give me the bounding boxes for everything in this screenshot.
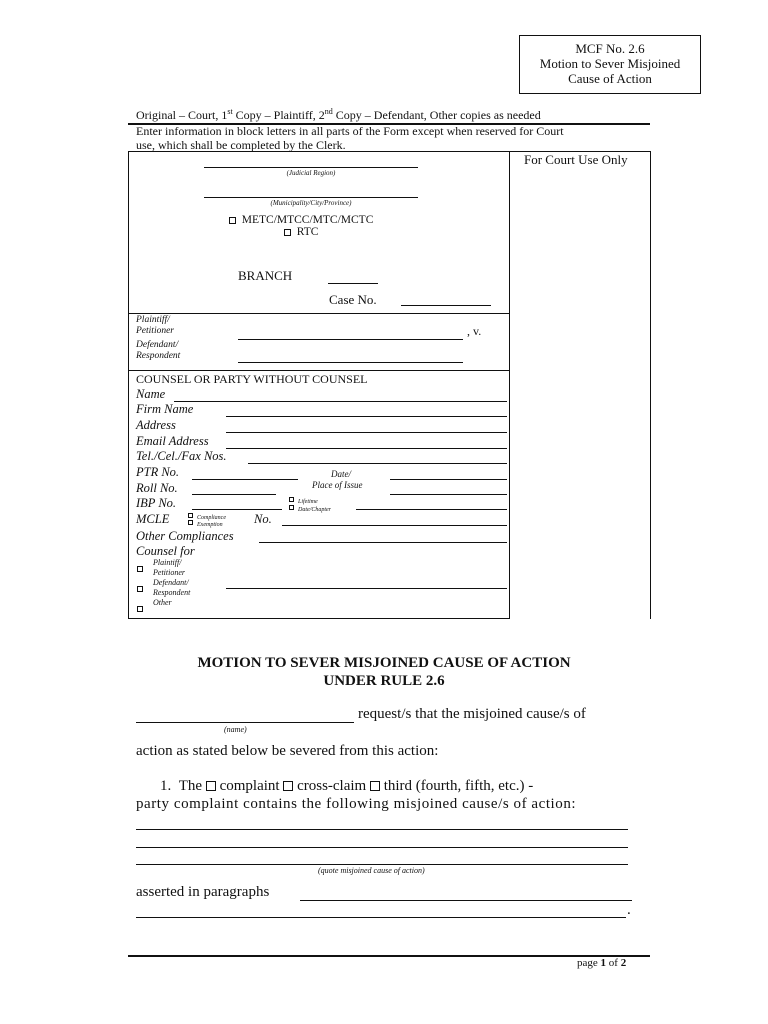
mcle-no-field[interactable] <box>282 525 507 526</box>
motion-title-line2: UNDER RULE 2.6 <box>323 673 445 689</box>
counsel-name-field[interactable] <box>174 401 507 402</box>
frame-left <box>128 151 129 619</box>
counsel-for-field[interactable] <box>226 588 507 589</box>
judicial-region-hint: (Judicial Region) <box>286 169 336 177</box>
ibp-field[interactable] <box>192 509 282 510</box>
other-compliances-field[interactable] <box>259 542 507 543</box>
instruction-line1: Enter information in block letters in all parts of the Form except when reserved for Court <box>136 124 564 138</box>
mcle-exemption-option[interactable]: Exemption <box>188 518 223 529</box>
court-use-label: For Court Use Only <box>524 152 628 167</box>
case-no-label: Case No. <box>329 292 377 307</box>
date-label: Date/ <box>331 469 351 479</box>
counsel-plaintiff-checkbox[interactable] <box>137 566 143 572</box>
item-the: The <box>178 778 203 794</box>
item-1-line2: party complaint contains the following misjoined cause/s of action: <box>136 796 577 812</box>
frame-divider <box>509 151 510 619</box>
rtc-checkbox[interactable] <box>284 229 291 236</box>
motion-title-line1: MOTION TO SEVER MISJOINED CAUSE OF ACTION <box>197 655 571 671</box>
court-option-metc[interactable]: METC/MTCC/MTC/MCTC <box>229 214 373 226</box>
email-label: Email Address <box>136 434 209 448</box>
name-hint: (name) <box>224 725 247 734</box>
mcle-compliance-option[interactable]: Compliance <box>188 511 226 522</box>
defendant-field[interactable] <box>238 362 463 363</box>
branch-label: BRANCH <box>238 268 293 283</box>
form-number: MCF No. 2.6 <box>575 41 645 56</box>
address-label: Address <box>136 418 176 432</box>
instruction-line2: use, which shall be completed by the Clerk. <box>136 138 346 152</box>
mcle-label: MCLE <box>136 512 170 526</box>
cross-claim-checkbox[interactable] <box>283 781 293 791</box>
paragraphs-field[interactable] <box>300 900 632 901</box>
tel-label: Tel./Cel./Fax Nos. <box>136 449 227 463</box>
complaint-label: complaint <box>219 778 280 794</box>
form-number-box <box>519 35 701 94</box>
counsel-heading: COUNSEL OR PARTY WITHOUT COUNSEL <box>136 372 368 386</box>
form-title-line1: Motion to Sever Misjoined <box>539 56 681 71</box>
footer-rule <box>128 955 650 957</box>
municipality-hint: (Municipality/City/Province) <box>270 199 352 207</box>
firm-name-field[interactable] <box>226 416 507 417</box>
ibp-datechapter-option[interactable]: Date/Chapter <box>289 503 331 514</box>
roll-place-field[interactable] <box>390 494 507 495</box>
counsel-for-defendant-label: Defendant/ Respondent <box>153 578 191 597</box>
metc-checkbox[interactable] <box>229 217 236 224</box>
ptr-date-field[interactable] <box>390 479 507 480</box>
cause-field-2[interactable] <box>136 847 628 848</box>
counsel-for-label: Counsel for <box>136 544 195 558</box>
section-divider-parties <box>128 313 509 314</box>
closing-period: . <box>627 902 631 918</box>
paragraphs-field-2[interactable] <box>136 917 626 918</box>
ibp-lifetime-option[interactable]: Lifetime <box>289 495 318 506</box>
cross-claim-label: cross-claim <box>297 778 367 794</box>
municipality-field[interactable] <box>204 197 418 198</box>
page-indicator: page 1 of 2 <box>577 957 627 969</box>
counsel-other-checkbox[interactable] <box>137 606 143 612</box>
tel-field[interactable] <box>248 463 507 464</box>
firm-name-label: Firm Name <box>136 402 194 416</box>
exemption-checkbox[interactable] <box>188 520 193 525</box>
quote-hint: (quote misjoined cause of action) <box>318 866 425 875</box>
counsel-for-other-option[interactable] <box>137 600 143 618</box>
versus-label: , v. <box>467 324 482 338</box>
email-field[interactable] <box>226 448 507 449</box>
plaintiff-field[interactable] <box>238 339 463 340</box>
roll-field[interactable] <box>192 494 276 495</box>
case-no-field[interactable] <box>401 305 491 306</box>
ibp-label: IBP No. <box>136 496 177 510</box>
item-number: 1. <box>160 778 172 794</box>
form-title-line2: Cause of Action <box>568 71 652 86</box>
frame-bottom <box>128 618 509 619</box>
third-party-checkbox[interactable] <box>370 781 380 791</box>
address-field[interactable] <box>226 432 507 433</box>
cause-field-1[interactable] <box>136 829 628 830</box>
place-of-issue-label: Place of Issue <box>312 480 363 490</box>
section-divider-counsel <box>128 370 509 371</box>
cause-field-3[interactable] <box>136 864 628 865</box>
ibp-date-field[interactable] <box>356 509 507 510</box>
counsel-for-plaintiff-option[interactable] <box>137 560 143 578</box>
complaint-checkbox[interactable] <box>206 781 216 791</box>
copies-distribution: Original – Court, 1st Copy – Plaintiff, 2nd Copy – Defendant, Other copies as needed <box>136 107 541 122</box>
defendant-label: Defendant/ Respondent <box>136 340 181 361</box>
asserted-text: asserted in paragraphs <box>136 884 270 900</box>
counsel-for-defendant-option[interactable] <box>137 580 143 598</box>
counsel-name-label: Name <box>136 387 166 401</box>
date-chapter-checkbox[interactable] <box>289 505 294 510</box>
ptr-field[interactable] <box>192 479 298 480</box>
frame-right <box>650 151 651 619</box>
action-text: action as stated below be severed from this action: <box>136 743 439 759</box>
third-party-label: third (fourth, fifth, etc.) - <box>383 778 534 794</box>
item-1-line1 <box>160 778 533 795</box>
court-option-rtc[interactable]: RTC <box>284 226 318 238</box>
counsel-for-plaintiff-label: Plaintiff/ Petitioner <box>153 558 185 577</box>
requestor-name-field[interactable] <box>136 722 354 723</box>
counsel-defendant-checkbox[interactable] <box>137 586 143 592</box>
branch-field[interactable] <box>328 283 378 284</box>
request-text: request/s that the misjoined cause/s of <box>358 706 586 722</box>
other-compliances-label: Other Compliances <box>136 529 234 543</box>
roll-label: Roll No. <box>136 481 178 495</box>
judicial-region-field[interactable] <box>204 167 418 168</box>
ptr-label: PTR No. <box>136 465 180 479</box>
plaintiff-label: Plaintiff/ Petitioner <box>136 315 174 336</box>
mcle-no-label: No. <box>254 512 272 526</box>
counsel-for-other-label: Other <box>153 598 172 607</box>
